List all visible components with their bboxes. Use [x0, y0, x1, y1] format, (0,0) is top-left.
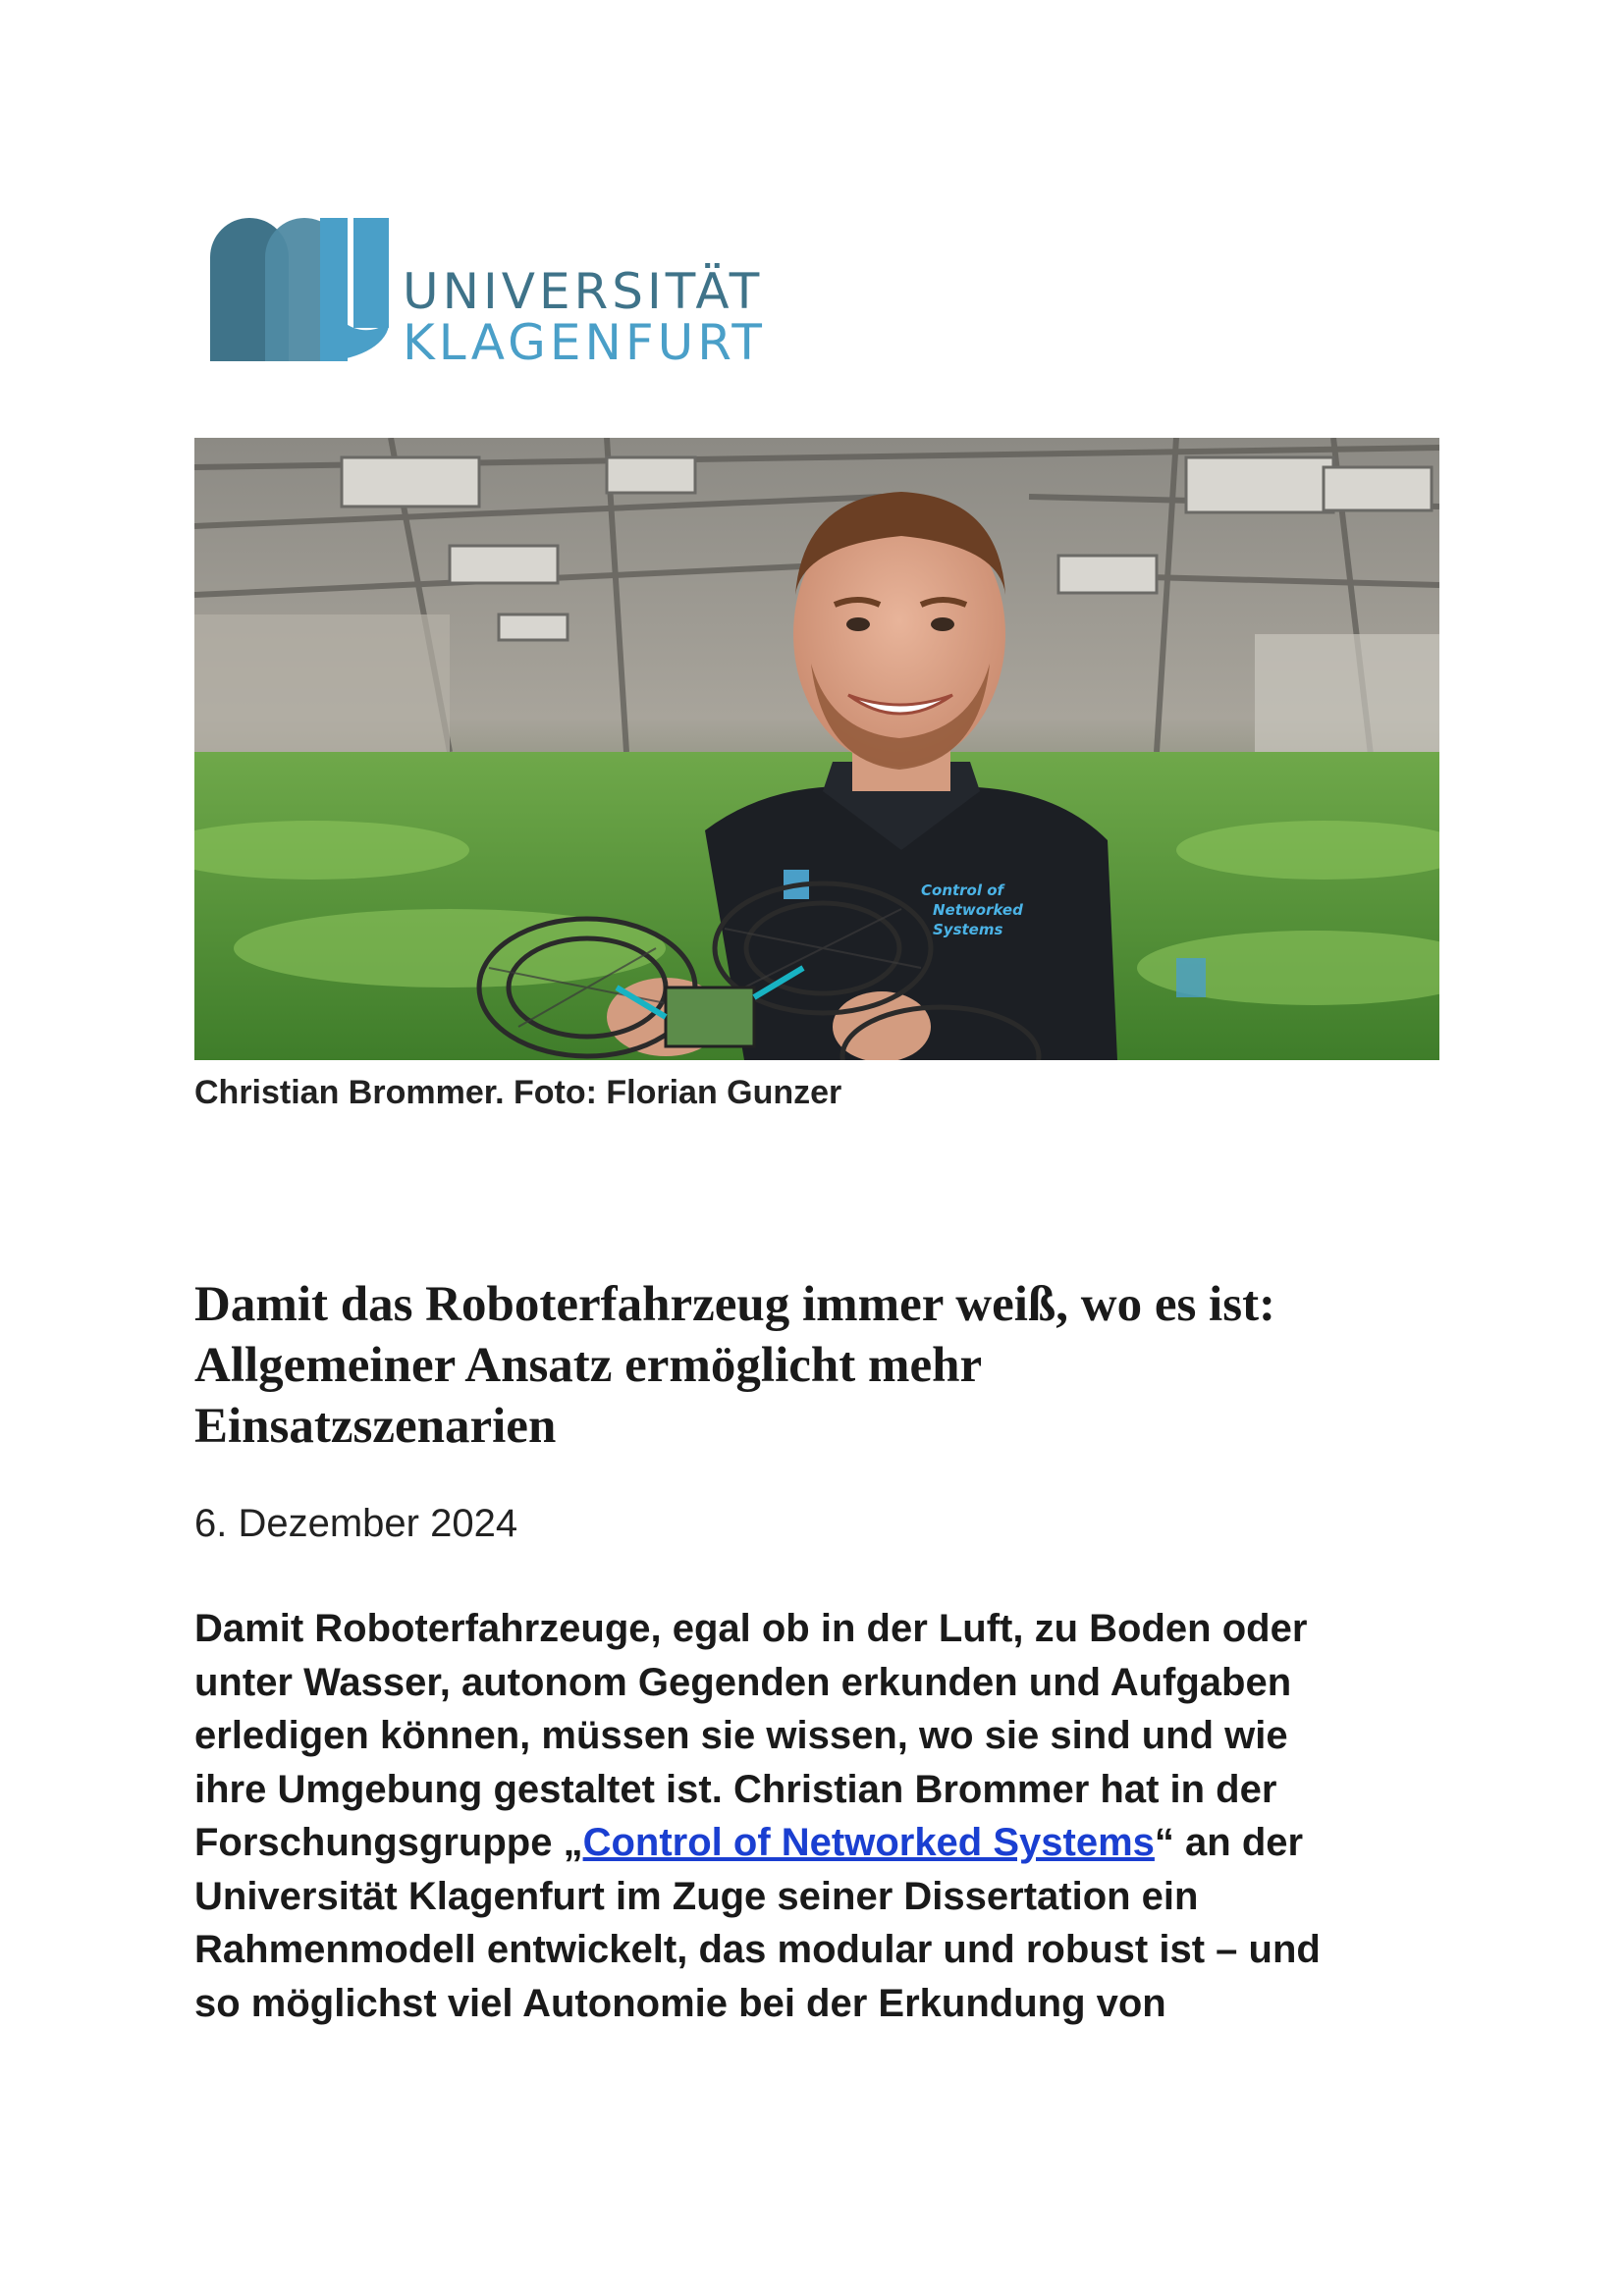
- logo-text-universitaet: UNIVERSITÄT: [403, 263, 764, 320]
- article-headline: [194, 1274, 1441, 1457]
- shirt-print-line3: Systems: [933, 921, 1003, 938]
- lead-line-7: Rahmenmodell entwickelt, das modular und robust ist – und: [194, 1928, 1321, 1971]
- lead-line-5-after: “ an der: [1154, 1821, 1304, 1864]
- headline-line-3: Einsatzszenarien: [194, 1399, 557, 1454]
- lead-line-6: Universität Klagenfurt im Zuge seiner Dissertation ein: [194, 1874, 1199, 1918]
- lead-line-1: Damit Roboterfahrzeuge, egal ob in der Luft, zu Boden oder: [194, 1607, 1308, 1650]
- shirt-print-line2: Networked: [933, 901, 1023, 919]
- article-date: 6. Dezember 2024: [194, 1502, 518, 1545]
- university-logo: [210, 218, 799, 371]
- photo-caption: Christian Brommer. Foto: Florian Gunzer: [194, 1074, 842, 1111]
- article-lead: [194, 1602, 1471, 2030]
- research-group-link[interactable]: Control of Networked Systems: [582, 1821, 1155, 1864]
- logo-text-klagenfurt: KLAGENFURT: [403, 314, 766, 371]
- lead-line-2: unter Wasser, autonom Gegenden erkunden und Aufgaben: [194, 1660, 1292, 1704]
- shirt-print-line1: Control of: [921, 881, 1004, 899]
- lead-line-5-before: Forschungsgruppe „: [194, 1821, 583, 1864]
- university-logo-mark-icon: [210, 218, 389, 361]
- lead-line-4: ihre Umgebung gestaltet ist. Christian Brommer hat in der: [194, 1767, 1277, 1811]
- lead-line-5: [194, 1816, 1471, 1870]
- lead-line-8: so möglichst viel Autonomie bei der Erkundung von: [194, 1981, 1166, 2025]
- lead-line-3: erledigen können, müssen sie wissen, wo sie sind und wie: [194, 1714, 1288, 1757]
- article-photo: [194, 438, 1439, 1060]
- headline-line-1: Damit das Roboterfahrzeug immer weiß, wo es ist:: [194, 1277, 1276, 1332]
- headline-line-2: Allgemeiner Ansatz ermöglicht mehr: [194, 1338, 983, 1393]
